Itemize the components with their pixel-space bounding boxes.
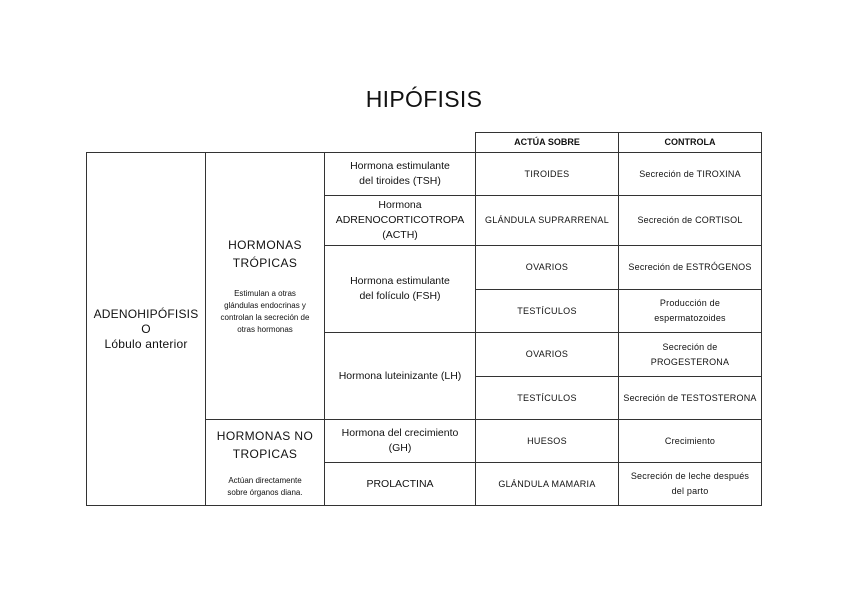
hormone-acth [325,196,476,246]
hormone-fsh [325,246,476,333]
hormone-gh-1: Hormona del crecimiento [341,427,459,439]
hormone-gh-2: (GH) [388,442,412,454]
group-tropicas-desc [210,288,320,336]
hormone-tsh-2: del tiroides (TSH) [359,175,441,187]
lobe-alias: Lóbulo anterior [104,336,188,351]
target-cell: OVARIOS [476,246,619,290]
table-row [87,153,762,196]
lobe-cell [87,153,206,506]
group-tropicas-desc-3: controlan la secreción de [220,313,310,322]
target-cell: TESTÍCULOS [476,377,619,420]
controla-cell [619,377,762,420]
controla-line1: Secreción de TESTOSTERONA [623,392,757,403]
group-tropicas-title-1: HORMONAS [228,238,302,252]
controla-line1: Secreción de TIROXINA [639,168,741,179]
group-no-tropicas [206,420,325,506]
controla-cell [619,246,762,290]
controla-line1: Secreción de ESTRÓGENOS [628,262,752,272]
controla-line1: Producción de [659,298,721,308]
hormone-fsh-2: del folículo (FSH) [359,290,441,302]
group-tropicas-desc-1: Estimulan a otras [234,289,296,298]
group-no-tropicas-desc-1: Actúan directamente [228,475,302,485]
hormone-acth-2: ADRENOCORTICOTROPA [335,214,465,226]
hormone-prl-1: PROLACTINA [366,477,434,490]
group-tropicas-title-2: TRÓPICAS [232,256,298,270]
controla-cell [619,463,762,506]
header-controla: CONTROLA [619,133,762,153]
target-cell: OVARIOS [476,333,619,377]
controla-cell [619,196,762,246]
page-title: HIPÓFISIS [365,86,483,112]
controla-line1: Secreción de [662,341,718,352]
controla-cell [619,333,762,377]
hormone-tsh-1: Hormona estimulante [350,160,450,172]
hormone-prl [325,463,476,506]
controla-line2: PROGESTERONA [650,356,730,367]
group-tropicas-desc-4: otras hormonas [237,325,293,334]
controla-cell [619,290,762,333]
group-no-tropicas-title-1: HORMONAS NO [216,428,314,443]
controla-line2: del parto [671,486,709,496]
target-cell: TIROIDES [476,153,619,196]
controla-line1: Secreción de CORTISOL [637,215,743,225]
hypophysis-table [86,132,762,506]
hormone-lh [325,333,476,420]
controla-line1: Secreción de leche después [630,471,750,481]
target-cell: HUESOS [476,420,619,463]
controla-line1: Crecimiento [664,435,716,446]
hormone-lh-1: Hormona luteinizante (LH) [338,369,462,382]
target-cell: TESTÍCULOS [476,290,619,333]
group-tropicas [206,153,325,420]
hormone-tsh [325,153,476,196]
group-no-tropicas-title-2: TROPICAS [232,446,298,461]
group-no-tropicas-desc-2: sobre órganos diana. [227,487,303,497]
lobe-name: ADENOHIPÓFISIS [93,306,199,321]
hormone-gh [325,420,476,463]
hormone-fsh-1: Hormona estimulante [350,275,450,287]
target-cell: GLÁNDULA SUPRARRENAL [476,196,619,246]
target-cell: GLÁNDULA MAMARIA [476,463,619,506]
controla-line2: espermatozoides [654,313,726,323]
header-blank [87,133,476,153]
lobe-connector: O [141,321,151,336]
group-no-tropicas-desc [210,475,320,499]
header-row [87,133,762,153]
group-tropicas-desc-2: glándulas endocrinas y [224,301,306,310]
header-actua-sobre: ACTÚA SOBRE [476,133,619,153]
hormone-acth-1: Hormona [378,199,422,211]
controla-cell [619,420,762,463]
controla-cell [619,153,762,196]
hormone-acth-3: (ACTH) [382,229,418,241]
